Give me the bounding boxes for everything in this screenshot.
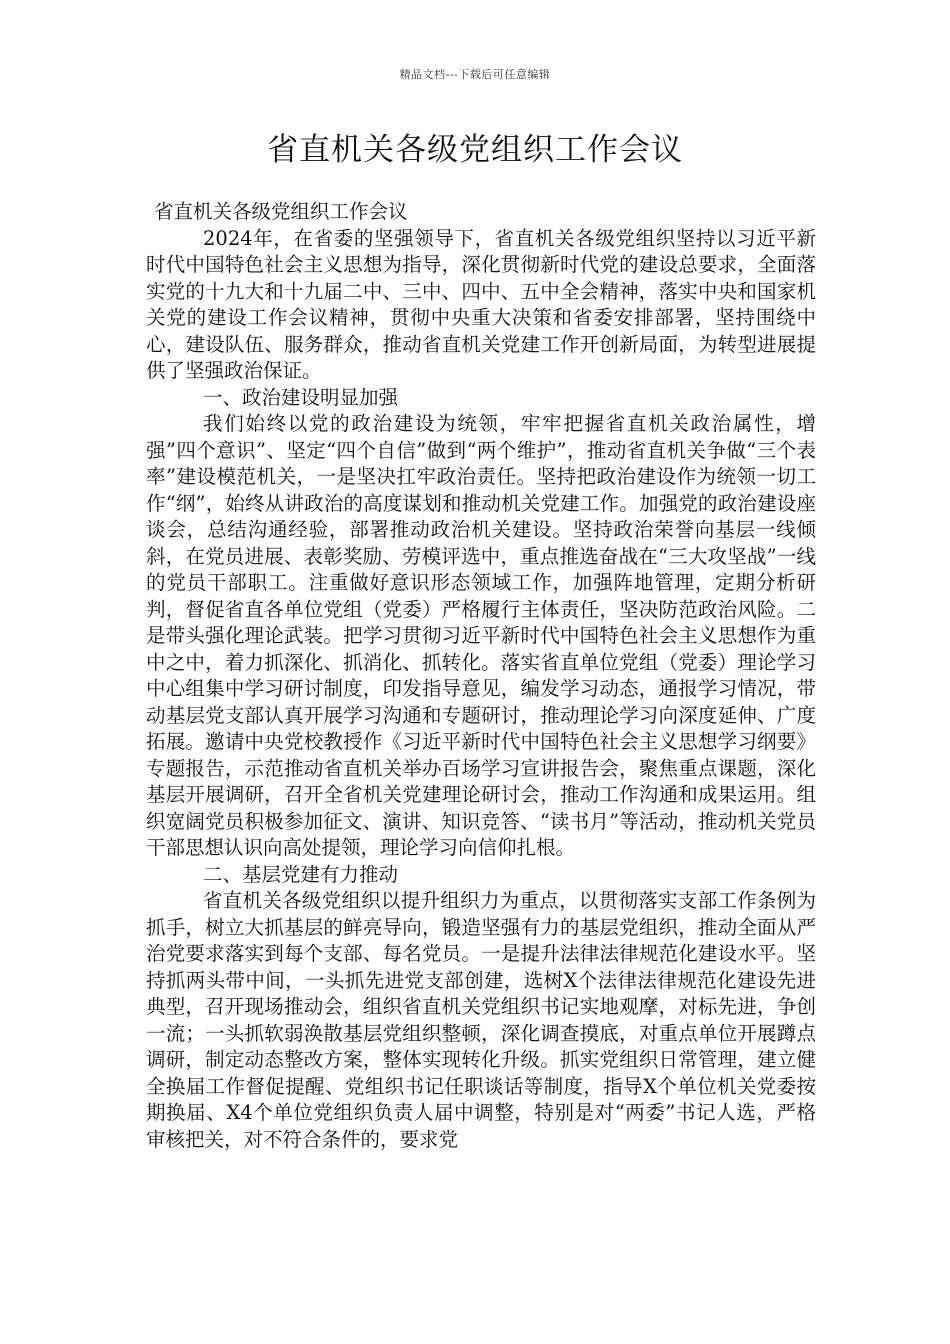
document-body [146,199,816,1153]
paragraph-grassroots: 省直机关各级党组织以提升组织力为重点，以贯彻落实支部工作条例为抓手，树立大抓基层的鲜亮导向，锻造坚强有力的基层党组织，推动全面从严治党要求落实到每个支部、每名党员。一是提升法律法律规范化建设水平。坚持抓两头带中间，一头抓先进党支部创建，选树X个法律法律规范化建设先进典型，召开现场推动会，组织省直机关党组织书记实地观摩，对标先进，争创一流；一头抓软弱涣散基层党组织整顿，深化调查摸底，对重点单位开展蹲点调研，制定动态整改方案，整体实现转化升级。抓实党组织日常管理，建立健全换届工作督促提醒、党组织书记任职谈话等制度，指导X个单位机关党委按期换届、X4个单位党组织负责人届中调整，特别是对“两委”书记人选，严格审核把关，对不符合条件的，要求党 [146,889,816,1151]
paragraph-intro: 2024年，在省委的坚强领导下，省直机关各级党组织坚持以习近平新时代中国特色社会主义思想为指导，深化贯彻新时代党的建设总要求，全面落实党的十九大和十九届二中、三中、四中、五中全会精神，落实中央和国家机关党的建设工作会议精神，贯彻中央重大决策和省委安排部署，坚持围绕中心，建设队伍、服务群众，推动省直机关党建工作开创新局面，为转型进展提供了坚强政治保证。 [146,226,816,382]
section-heading-political: 一、政治建设明显加强 [203,385,399,409]
header-note: 精品文档---下载后可任意编辑 [399,68,551,81]
paragraph-political: 我们始终以党的政治建设为统领，牢牢把握省直机关政治属性，增强”四个意识”、坚定“四个自信”做到“两个维护”，推动省直机关争做“三个表率”建设模范机关，一是坚决扛牢政治责任。坚持把政治建设作为统领一切工作“纲”，始终从讲政治的高度谋划和推动机关党建工作。加强党的政治建设座谈会，总结沟通经验，部署推动政治机关建设。坚持政治荣誉向基层一线倾斜，在党员进展、表彰奖励、劳模评选中，重点推选奋战在“三大攻坚战”一线的党员干部职工。注重做好意识形态领域工作，加强阵地管理，定期分析研判，督促省直各单位党组（党委）严格履行主体责任，坚决防范政治风险。二是带头强化理论武装。把学习贯彻习近平新时代中国特色社会主义思想作为重中之中，着力抓深化、抓消化、抓转化。落实省直单位党组（党委）理论学习中心组集中学习研讨制度，印发指导意见，编发学习动态，通报学习情况，带动基层党支部认真开展学习沟通和专题研讨，推动理论学习向深度延伸、广度拓展。邀请中央党校教授作《习近平新时代中国特色社会主义思想学习纲要》专题报告，示范推动省直机关举办百场学习宣讲报告会，聚焦重点课题，深化基层开展调研，召开全省机关党建理论研讨会，推动工作沟通和成果运用。组织宽阔党员积极参加征文、演讲、知识竞答、“读书月”等活动，推动机关党员干部思想认识向高处提领，理论学习向信仰扎根。 [146,412,816,859]
document-title: 省直机关各级党组织工作会议 [267,132,683,168]
section-heading-grassroots: 二、基层党建有力推动 [203,862,399,886]
document-subtitle: 省直机关各级党组织工作会议 [154,200,408,223]
